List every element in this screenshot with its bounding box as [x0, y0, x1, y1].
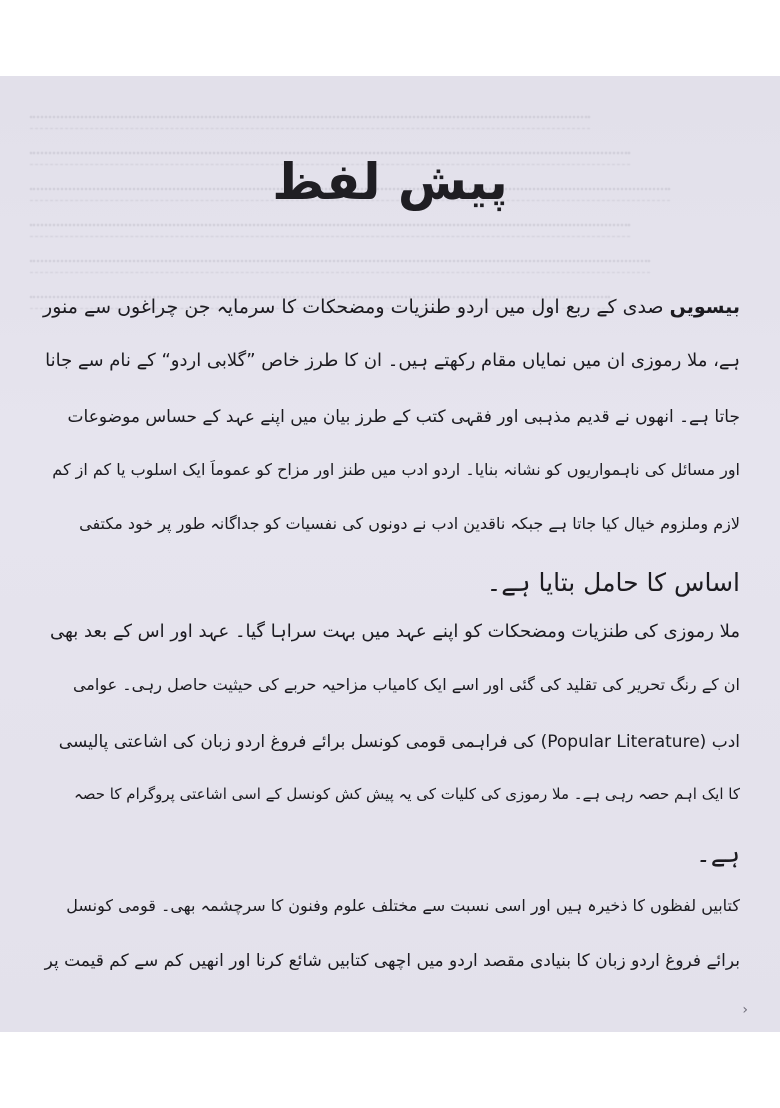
- text-line: جاتا ہے۔ انھوں نے قدیم مذہبی اور فقہی کتب کے طرز بیان میں اپنے عہد کے حساس موضوعات: [67, 407, 740, 427]
- text-line: ادب (Popular Literature) کی فراہمی قومی کونسل برائے فروغ اردو زبان کی اشاعتی پالیسی: [58, 732, 740, 752]
- show-through-text: [0, 94, 780, 374]
- bleed-line: [30, 260, 650, 273]
- bleed-line: [30, 116, 590, 129]
- text-line: کا ایک اہم حصہ رہی ہے۔ ملا رموزی کی کلیات کی یہ پیش کش کونسل کے اسی اشاعتی پروگرام کا حصہ: [73, 785, 740, 803]
- text-line: اساس کا حامل بتایا ہے۔: [486, 568, 740, 597]
- text-line: [40, 296, 740, 318]
- text-line: ملا رموزی کی طنزیات ومضحکات کو اپنے عہد میں بہت سراہا گیا۔ عہد اور اس کے بعد بھی: [49, 621, 740, 642]
- corner-mark: ›: [742, 1002, 748, 1018]
- bleed-line: [30, 224, 630, 237]
- lead-word: بیسویں: [669, 296, 740, 318]
- page-title: پیش لفظ: [272, 153, 508, 211]
- text-line: کتابیں لفظوں کا ذخیرہ ہیں اور اسی نسبت سے مختلف علوم وفنون کا سرچشمہ بھی۔ قومی کونسل: [66, 896, 740, 915]
- text-line: ان کے رنگ تحریر کی تقلید کی گئی اور اسے ایک کامیاب مزاحیہ حربے کی حیثیت حاصل رہی۔ عوامی: [72, 675, 740, 694]
- text-line: لازم وملزوم خیال کیا جاتا ہے جبکہ ناقدین ادب نے دونوں کی نفسیات کو جداگانہ طور پر خود مکتفی: [79, 514, 740, 533]
- text-line: ہے، ملا رموزی ان میں نمایاں مقام رکھتے ہیں۔ ان کا طرز خاص ”گلابی اردو“ کے نام سے جانا: [45, 350, 740, 371]
- line-text: صدی کے ربع اول میں اردو طنزیات ومضحکات کا سرمایہ جن چراغوں سے منور: [43, 296, 664, 318]
- text-line: ہے۔: [696, 839, 740, 868]
- text-line: برائے فروغ اردو زبان کا بنیادی مقصد اردو میں اچھی کتابیں شائع کرنا اور انھیں کم سے کم قیمت پر: [44, 951, 740, 971]
- text-line: اور مسائل کی ناہمواریوں کو نشانہ بنایا۔ اردو ادب میں طنز اور مزاح کو عموماً ایک اسلوب یا کم از کم: [52, 460, 740, 479]
- scanned-page: [0, 76, 780, 1032]
